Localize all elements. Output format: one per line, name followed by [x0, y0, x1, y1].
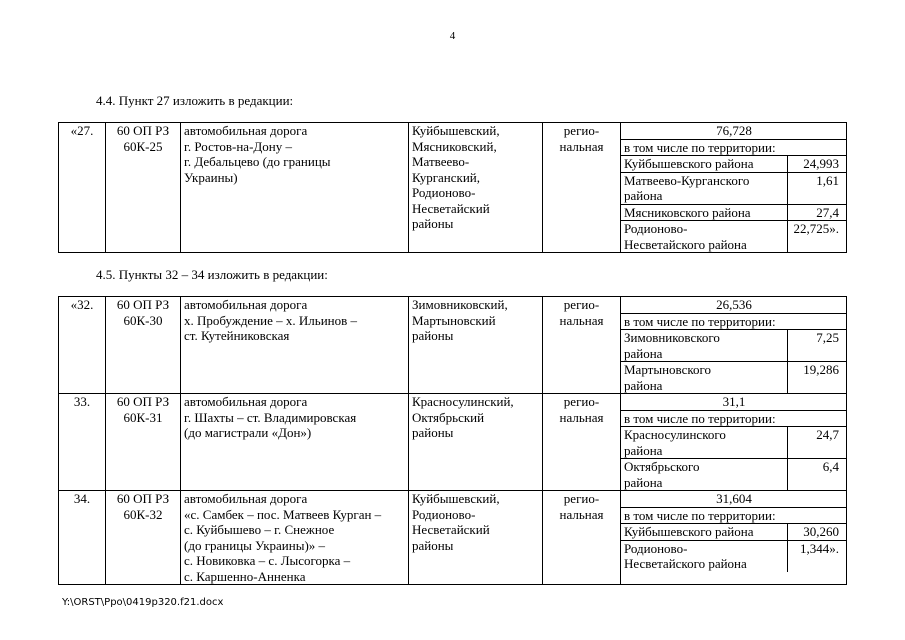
- road-name-line: г. Ростов-на-Дону –: [184, 138, 292, 154]
- section-4-5-heading: 4.5. Пункты 32 – 34 изложить в редакции:: [96, 267, 328, 282]
- territory-row: [621, 221, 847, 253]
- territory-name: [621, 172, 787, 204]
- road-name-line: г. Дебальцево (до границы: [184, 154, 331, 169]
- road-code: [106, 491, 181, 585]
- district-line: Куйбышевский,: [412, 123, 500, 138]
- row-number: 34.: [59, 491, 106, 585]
- district-line: районы: [412, 537, 454, 553]
- territory-name-line: района: [624, 188, 663, 203]
- road-name-line: с. Куйбышево – г. Снежное: [184, 522, 335, 537]
- road-name-line: (до границы Украины)» –: [184, 537, 326, 553]
- territory-row: [621, 459, 847, 491]
- road-name-line: автомобильная дорога: [184, 491, 308, 506]
- territory-name-line: Куйбышевского района: [624, 156, 754, 171]
- district-line: районы: [412, 425, 454, 440]
- territory-name-line: Родионово-: [624, 221, 688, 236]
- road-code-line: 60 ОП РЗ: [116, 394, 170, 409]
- length-by-territory: [621, 491, 847, 585]
- road-name-line: х. Пробуждение – х. Ильинов –: [184, 312, 357, 328]
- table-row: [59, 123, 847, 253]
- district-line: Зимовниковский,: [412, 297, 508, 312]
- road-code-line: 60 ОП РЗ: [116, 491, 170, 506]
- territory-name: [621, 540, 787, 572]
- table-row: [59, 297, 847, 394]
- districts: [409, 297, 543, 394]
- road-code-line: 60К-30: [123, 312, 163, 328]
- territory-name-line: района: [624, 377, 663, 393]
- significance-line: нальная: [559, 312, 604, 328]
- district-line: Родионово-: [412, 506, 476, 522]
- district-line: районы: [412, 216, 454, 231]
- road-name-line: автомобильная дорога: [184, 394, 308, 409]
- file-path-footer: Y:\ORST\Ppo\0419p320.f21.docx: [62, 597, 224, 608]
- territory-name-line: района: [624, 474, 663, 490]
- district-line: Курганский,: [412, 169, 481, 185]
- territory-row: [621, 172, 847, 204]
- including-label: в том числе по территории:: [621, 410, 847, 427]
- territory-length: 6,4: [787, 459, 847, 491]
- districts: [409, 394, 543, 491]
- territory-length: 19,286: [787, 362, 847, 394]
- road-code-line: 60 ОП РЗ: [116, 297, 170, 312]
- territory-length: 1,344».: [787, 540, 847, 572]
- including-label: в том числе по территории:: [621, 313, 847, 330]
- section-4-4-heading: 4.4. Пункт 27 изложить в редакции:: [96, 93, 294, 108]
- territory-name-line: Матвеево-Курганского: [624, 172, 750, 188]
- territory-name: [621, 459, 787, 491]
- territory-row: [621, 427, 847, 459]
- road-code: [106, 297, 181, 394]
- significance-line: нальная: [559, 138, 604, 154]
- territory-length: 24,993: [787, 156, 847, 173]
- road-name: [181, 123, 409, 253]
- districts: [409, 123, 543, 253]
- significance-line: нальная: [559, 409, 604, 425]
- territory-length: 27,4: [787, 204, 847, 221]
- road-name-line: Украины): [184, 169, 238, 185]
- district-line: Несветайский: [412, 200, 490, 216]
- road-name-line: (до магистрали «Дон»): [184, 425, 312, 440]
- road-name: [181, 491, 409, 585]
- district-line: Родионово-: [412, 185, 476, 200]
- table-row: [59, 491, 847, 585]
- road-name-line: «с. Самбек – пос. Матвеев Курган –: [184, 506, 382, 522]
- road-table-32-34: [58, 296, 847, 585]
- road-code-line: 60К-32: [123, 506, 163, 522]
- row-number: «27.: [59, 123, 106, 253]
- territory-name-line: Несветайского района: [624, 236, 747, 252]
- territory-name: [621, 221, 787, 253]
- road-name-line: г. Шахты – ст. Владимировская: [184, 409, 357, 425]
- territory-row: [621, 156, 847, 173]
- district-line: районы: [412, 328, 454, 343]
- table-row: [59, 394, 847, 491]
- road-significance: [543, 297, 621, 394]
- districts: [409, 491, 543, 585]
- territory-row: [621, 330, 847, 362]
- district-line: Мартыновский: [412, 312, 496, 328]
- territory-name: [621, 156, 787, 173]
- road-code: [106, 123, 181, 253]
- district-line: Октябрьский: [412, 409, 485, 425]
- road-name-line: автомобильная дорога: [184, 123, 308, 138]
- territory-name-line: Октябрьского: [624, 459, 700, 474]
- road-significance: [543, 491, 621, 585]
- including-label: в том числе по территории:: [621, 507, 847, 524]
- district-line: Матвеево-: [412, 154, 470, 169]
- significance-line: регио-: [563, 491, 600, 506]
- territory-row: [621, 524, 847, 541]
- territory-name: [621, 427, 787, 459]
- territory-name-line: Мартыновского: [624, 362, 712, 377]
- length-by-territory: [621, 297, 847, 394]
- road-code-line: 60К-31: [123, 409, 163, 425]
- district-line: Мясниковский,: [412, 138, 497, 154]
- territory-name: [621, 524, 787, 541]
- territory-name: [621, 330, 787, 362]
- territory-length: 22,725».: [787, 221, 847, 253]
- road-name-line: автомобильная дорога: [184, 297, 308, 312]
- total-length: 76,728: [716, 123, 752, 138]
- road-name: [181, 297, 409, 394]
- territory-row: [621, 540, 847, 572]
- territory-name-line: района: [624, 442, 663, 458]
- territory-name: [621, 204, 787, 221]
- territory-length: 1,61: [787, 172, 847, 204]
- row-number: «32.: [59, 297, 106, 394]
- territory-name-line: Мясниковского района: [624, 204, 751, 220]
- road-significance: [543, 123, 621, 253]
- length-by-territory: [621, 123, 847, 253]
- road-significance: [543, 394, 621, 491]
- territory-name-line: Родионово-: [624, 540, 688, 556]
- territory-name: [621, 362, 787, 394]
- road-name-line: с. Каршенно-Анненка: [184, 568, 306, 584]
- road-name-line: ст. Кутейниковская: [184, 328, 290, 343]
- territory-row: [621, 204, 847, 221]
- total-length: 31,1: [722, 394, 746, 409]
- road-code-line: 60 ОП РЗ: [116, 123, 170, 138]
- district-line: Красносулинский,: [412, 394, 514, 409]
- total-length: 31,604: [716, 491, 752, 506]
- territory-length: 7,25: [787, 330, 847, 362]
- length-by-territory: [621, 394, 847, 491]
- significance-line: регио-: [563, 297, 600, 312]
- district-line: Куйбышевский,: [412, 491, 500, 506]
- territory-name-line: Куйбышевского района: [624, 524, 754, 539]
- road-table-27: [58, 122, 847, 253]
- significance-line: регио-: [563, 123, 600, 138]
- territory-length: 30,260: [787, 524, 847, 541]
- territory-name-line: района: [624, 345, 663, 361]
- row-number: 33.: [59, 394, 106, 491]
- territory-name-line: Несветайского района: [624, 556, 747, 571]
- road-code: [106, 394, 181, 491]
- road-name: [181, 394, 409, 491]
- district-line: Несветайский: [412, 522, 490, 537]
- territory-row: [621, 362, 847, 394]
- road-code-line: 60К-25: [123, 138, 163, 154]
- territory-name-line: Красносулинского: [624, 427, 726, 442]
- total-length: 26,536: [716, 297, 752, 312]
- territory-name-line: Зимовниковского: [624, 330, 720, 345]
- significance-line: регио-: [563, 394, 600, 409]
- significance-line: нальная: [559, 506, 604, 522]
- territory-length: 24,7: [787, 427, 847, 459]
- page-number: 4: [449, 30, 456, 42]
- including-label: в том числе по территории:: [621, 139, 847, 156]
- road-name-line: с. Новиковка – с. Лысогорка –: [184, 553, 351, 568]
